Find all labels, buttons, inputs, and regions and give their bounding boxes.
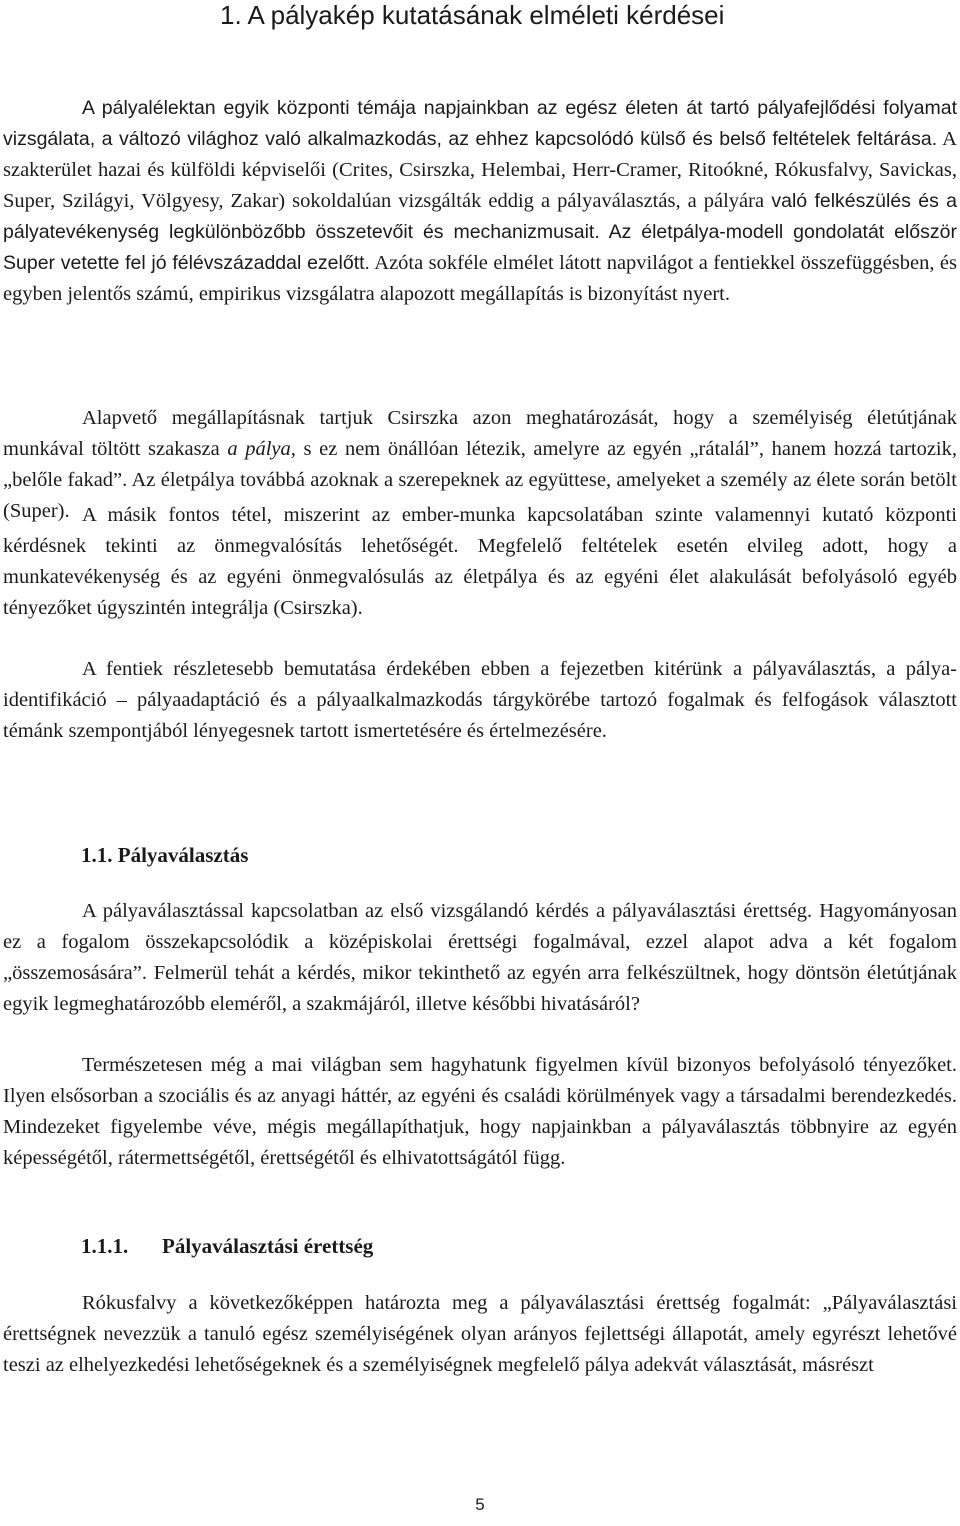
intro-paragraph-4: A fentiek részletesebb bemutatása érdekében ebben a fejezetben kitérünk a pályaválasztás, a pálya-identifikáció – pályaadaptáció és a pályaalkalmazkodás tárgykörébe tartozó fogalmak és felfogások választott témánk szempontjából lényegesnek tartott ismertetésére és értelmezésére. — [3, 658, 957, 742]
section-heading-1-1-1 — [81, 1231, 373, 1261]
chapter-heading: 1. A pályakép kutatásának elméleti kérdései — [220, 0, 725, 30]
p2-part-b: s ez nem önállóan létezik, amelyre az egyén „rátalál”, hanem hozzá tartozik, „belőle fakad”. Az életpálya továbbá azoknak a szerepeknek az együttese, amelyeket a személy az élete során betölt (Super). — [3, 438, 958, 522]
section-number: 1.1.1. — [81, 1234, 129, 1258]
intro-paragraph-3: A másik fontos tétel, miszerint az ember-munka kapcsolatában szinte valamennyi kutató központi kérdésnek tekinti az önmegvalósítás lehetőségét. Megfelelő feltételek esetén elvileg adott, hogy a munkatevékenység és az egyéni önmegvalósulás az életpálya és az egyéni élet alakulását befolyásoló egyéb tényezőket úgyszintén integrálja (Csirszka). — [3, 504, 957, 619]
intro-serif-text-2: Azóta sokféle elmélet látott napvilágot a fentiekkel összefüggésben, és egyben jelentős számú, empirikus vizsgálatra alapozott megállapítás is bizonyítást nyert. — [3, 252, 957, 305]
section-1-1-1-paragraph-1: Rókusfalvy a következőképpen határozta meg a pályaválasztási érettség fogalmát: „Pályaválasztási érettségnek nevezzük a tanuló egész személyiségének olyan arányos fejlettségi állapotát, amely egyrészt lehetővé teszi az elhelyezkedési lehetőségeknek és a személyiségnek megfelelő pálya adekvát választását, másrészt — [3, 1292, 957, 1376]
section-heading-1-1: 1.1. Pályaválasztás — [81, 843, 249, 867]
intro-paragraph-1 — [3, 93, 957, 310]
intro-sans-text: A pályalélektan egyik központi témája napjainkban az egész életen át tartó pályafejlődési folyamat vizsgálata, a változó világhoz való alkalmazkodás, az ehhez kapcsolódó külső és belső feltételek feltárása. — [3, 97, 957, 150]
section-1-1-paragraph-2: Természetesen még a mai világban sem hagyhatunk figyelmen kívül bizonyos befolyásoló tényezőket. Ilyen elsősorban a szociális és az anyagi háttér, az egyéni és családi körülmények vagy a társadalmi berendezkedés. Mindezeket figyelembe véve, mégis megállapíthatjuk, hogy napjainkban a pályaválasztás többnyire az egyén képességétől, rátermettségétől, érettségétől és elhivatottságától függ. — [3, 1054, 957, 1169]
intro-serif-text: A szakterület hazai és külföldi képviselői (Crites, Csirszka, Helembai, Herr-Cramer, Ritoókné, Rókusfalvy, Savickas, Super, Szilágyi, Völgyesy, Zakar) sokoldalúan vizsgálták eddig a pályaválasztás, a pályára — [3, 128, 957, 212]
p2-italic: a pálya, — [227, 438, 296, 460]
section-1-1-paragraph-1: A pályaválasztással kapcsolatban az első vizsgálandó kérdés a pályaválasztási érettség. Hagyományosan ez a fogalom összekapcsolódik a középiskolai érettségi fogalmával, ezzel alapot adva a két fogalom „összemosására”. Felmerül tehát a kérdés, mikor tekinthető az egyén arra felkészültnek, hogy döntsön életútjának egyik legmeghatározóbb eleméről, a szakmájáról, illetve későbbi hivatásáról? — [3, 900, 957, 1015]
p2-part-a: Alapvető megállapításnak tartjuk Csirszka azon meghatározását, hogy a személyiség életútjának munkával töltött szakasza — [3, 407, 957, 460]
intro-sans-text-2: való felkészülés és a pályatevékenység legkülönbözőbb összetevőit és mechanizmusait. Az életpálya-modell gondolatát először Super vetette fel jó félévszázaddal ezelőtt. — [3, 190, 957, 274]
page-number: 5 — [475, 1495, 485, 1514]
section-title: Pályaválasztási érettség — [162, 1234, 374, 1258]
